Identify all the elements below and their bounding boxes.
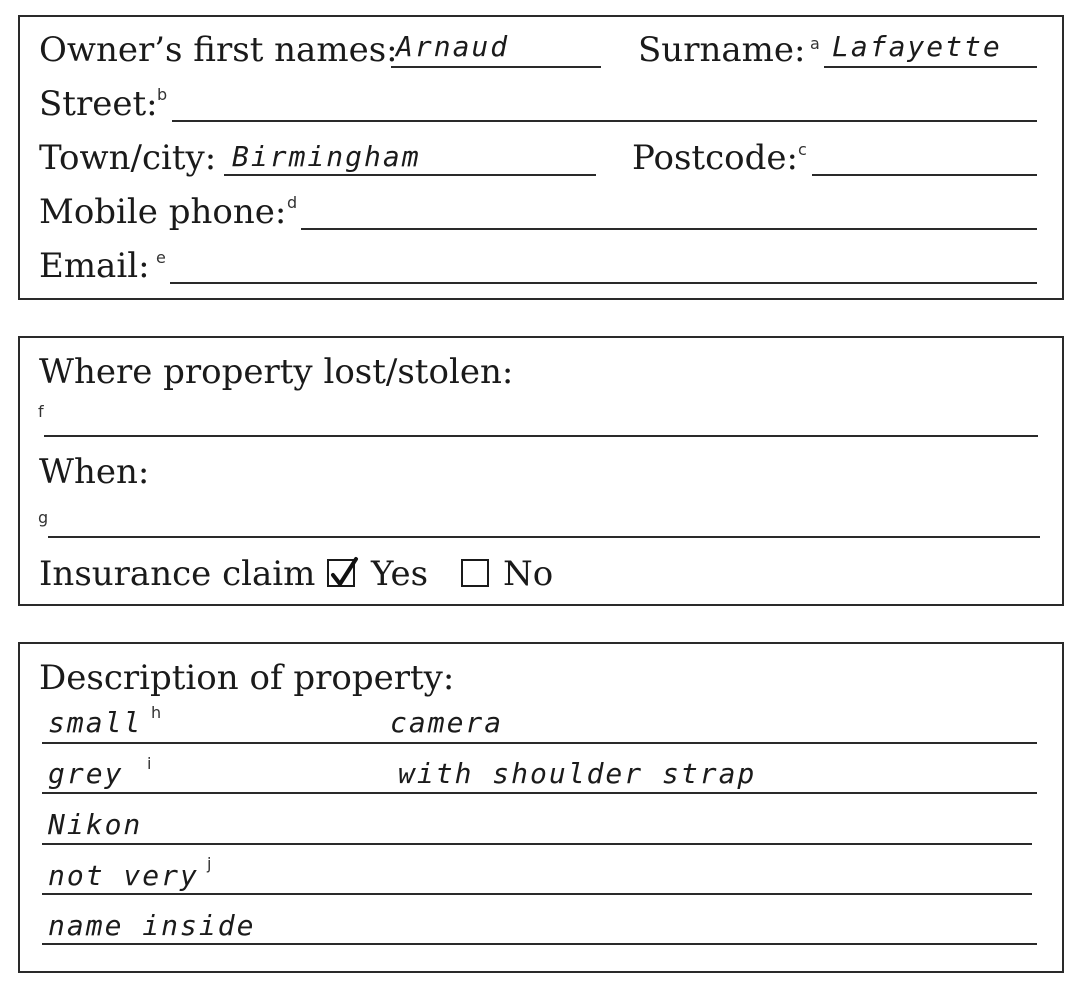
description-line-1-marker: h	[151, 703, 162, 722]
mobile-label: Mobile phone:	[39, 192, 287, 232]
insurance-no-label: No	[503, 554, 554, 594]
postcode-field[interactable]	[812, 174, 1037, 176]
when-marker: g	[38, 508, 49, 527]
description-label: Description of property:	[39, 658, 455, 698]
description-line-3[interactable]	[42, 843, 1032, 845]
street-label: Street:	[39, 84, 158, 124]
town-label: Town/city:	[39, 138, 217, 178]
email-label: Email:	[39, 246, 150, 286]
description-line-4[interactable]	[42, 893, 1032, 895]
description-line-4-marker: j	[207, 854, 212, 873]
insurance-no-checkbox[interactable]	[461, 559, 489, 587]
description-line-3-left: Nikon	[48, 808, 143, 841]
description-line-1[interactable]	[42, 742, 1037, 744]
town-field[interactable]	[224, 174, 596, 176]
description-line-4-left: not very	[48, 859, 199, 892]
street-field[interactable]	[172, 120, 1037, 122]
town-value: Birmingham	[232, 140, 421, 173]
description-line-5-left: name inside	[48, 909, 256, 942]
description-line-2-left: grey	[48, 757, 124, 790]
description-line-2-right: with shoulder strap	[398, 757, 757, 790]
street-marker: b	[157, 85, 168, 104]
insurance-claim-label: Insurance claim	[39, 554, 316, 594]
description-line-1-right: camera	[390, 706, 504, 739]
description-line-2[interactable]	[42, 792, 1037, 794]
where-lost-marker: f	[38, 402, 44, 421]
email-marker: e	[156, 248, 166, 267]
where-lost-label: Where property lost/stolen:	[39, 352, 514, 392]
surname-label: Surname:	[638, 30, 806, 70]
surname-field[interactable]	[824, 66, 1037, 68]
description-line-5[interactable]	[42, 943, 1037, 945]
mobile-marker: d	[287, 193, 298, 212]
insurance-yes-label: Yes	[371, 554, 429, 594]
when-label: When:	[39, 452, 150, 492]
where-lost-field[interactable]	[44, 435, 1038, 437]
description-line-2-marker: i	[147, 754, 152, 773]
surname-marker: a	[810, 34, 820, 53]
first-names-label: Owner’s first names:	[39, 30, 398, 70]
surname-value: Lafayette	[832, 30, 1002, 63]
email-field[interactable]	[170, 282, 1037, 284]
first-names-field[interactable]	[391, 66, 601, 68]
mobile-field[interactable]	[301, 228, 1037, 230]
postcode-label: Postcode:	[632, 138, 798, 178]
checkmark-icon	[327, 555, 361, 591]
description-line-1-left: small	[48, 706, 143, 739]
when-field[interactable]	[48, 536, 1040, 538]
postcode-marker: c	[798, 140, 807, 159]
first-names-value: Arnaud	[396, 30, 510, 63]
insurance-yes-checkbox[interactable]	[327, 559, 355, 587]
